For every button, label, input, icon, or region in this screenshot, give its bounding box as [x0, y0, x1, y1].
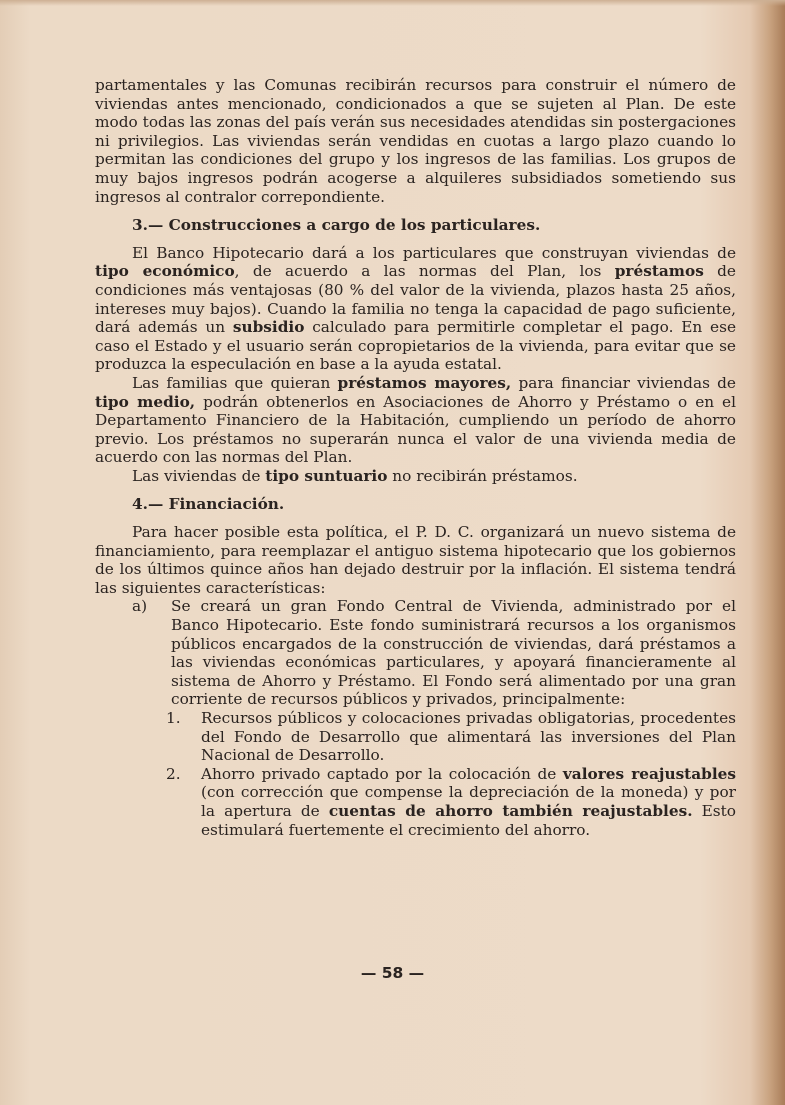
text-run: , de acuerdo a las normas del Plan, los: [234, 262, 615, 281]
section-4-heading: 4.— Financiación.: [132, 495, 285, 514]
section-3-paragraph-2: [95, 374, 736, 467]
bold-run: tipo económico: [95, 262, 235, 281]
text-run: El Banco Hipotecario dará a los particulares que construyan viviendas de: [132, 243, 736, 262]
page-number: — 58 —: [360, 964, 425, 982]
bold-run: tipo medio,: [95, 392, 196, 411]
list-item-a: [95, 597, 736, 709]
list-marker: 2.: [166, 764, 181, 783]
list-marker: a): [132, 597, 148, 616]
bold-run: préstamos: [614, 262, 704, 281]
text-run: podrán obtenerlos en Asociaciones de Ahorro y Préstamo o en el Departamento Financiero de la Habitación, cumpliendo un período de ahorro previo. Los préstamos no superarán nunca el valor de una vivienda media de acuerdo con las normas del Plan.: [95, 392, 736, 467]
section-3-heading: 3.— Construcciones a cargo de los particulares.: [132, 216, 541, 235]
page-top-edge: [0, 0, 785, 6]
text-run: no recibirán préstamos.: [387, 466, 578, 485]
bold-run: préstamos mayores,: [337, 373, 512, 392]
list-item-text: Recursos públicos y colocaciones privadas obligatorias, procedentes del Fondo de Desarrollo que alimentará las inversiones del Plan Nacional de Desarrollo.: [201, 709, 736, 765]
text-run: calculado para permitirle completar el pago. En ese caso el Estado y el usuario serán copropietarios de la vivienda, para evitar que se produzca la especulación en base a la ayuda estatal.: [95, 318, 737, 374]
text-run: Las familias que quieran: [132, 373, 338, 392]
list-marker: 1.: [166, 709, 181, 727]
text-run: de condiciones más ventajosas (80 % del valor de la vivienda, plazos hasta 25 años, intereses muy bajos). Cuando la familia no tenga la capacidad de pago suficiente, dará además un: [95, 262, 736, 337]
page-body: [95, 76, 736, 839]
section-3-paragraph-3: [95, 467, 736, 486]
bold-run: valores reajustables: [562, 764, 737, 783]
text-run: Ahorro privado captado por la colocación de: [201, 764, 563, 783]
text-run: (con corrección que compense la depreciación de la moneda) y por la apertura de: [201, 783, 736, 820]
intro-paragraph: partamentales y las Comunas recibirán recursos para construir el número de viviendas antes mencionado, condicionados a que se sujeten al Plan. De este modo todas las zonas del país verán sus necesidades atendidas sin postergaciones ni privilegios. Las viviendas serán vendidas en cuotas a largo plazo cuando lo permitan las condiciones del grupo y los ingresos de las familias. Los grupos de muy bajos ingresos podrán acogerse a alquileres subsidiados sometiendo sus ingresos al contralor correpondiente.: [95, 76, 736, 206]
bold-run: subsidio: [232, 318, 305, 337]
text-run: Esto estimulará fuertemente el crecimiento del ahorro.: [201, 801, 736, 839]
section-3-paragraph-1: [95, 244, 736, 374]
list-item-text: Se creará un gran Fondo Central de Vivienda, administrado por el Banco Hipotecario. Este fondo suministrará recursos a los organismos públicos encargados de la construcción de viviendas, dará préstamos a las viviendas económicas particulares, y apoyará financieramente al sistema de Ahorro y Préstamo. El Fondo será alimentado por una gran corriente de recursos públicos y privados, principalmente:: [171, 597, 736, 709]
bold-run: cuentas de ahorro también reajustables.: [328, 801, 693, 820]
sub-item-1: [95, 709, 736, 765]
text-run: para financiar viviendas de: [511, 373, 736, 392]
bold-run: tipo suntuario: [265, 466, 388, 485]
sub-item-2: [95, 765, 736, 839]
text-run: Las viviendas de: [132, 466, 266, 485]
section-4-paragraph-1: Para hacer posible esta política, el P. D. C. organizará un nuevo sistema de financiamiento, para reemplazar el antiguo sistema hipotecario que los gobiernos de los últimos quince años han dejado destruir por la inflación. El sistema tendrá las siguientes características:: [95, 523, 736, 597]
